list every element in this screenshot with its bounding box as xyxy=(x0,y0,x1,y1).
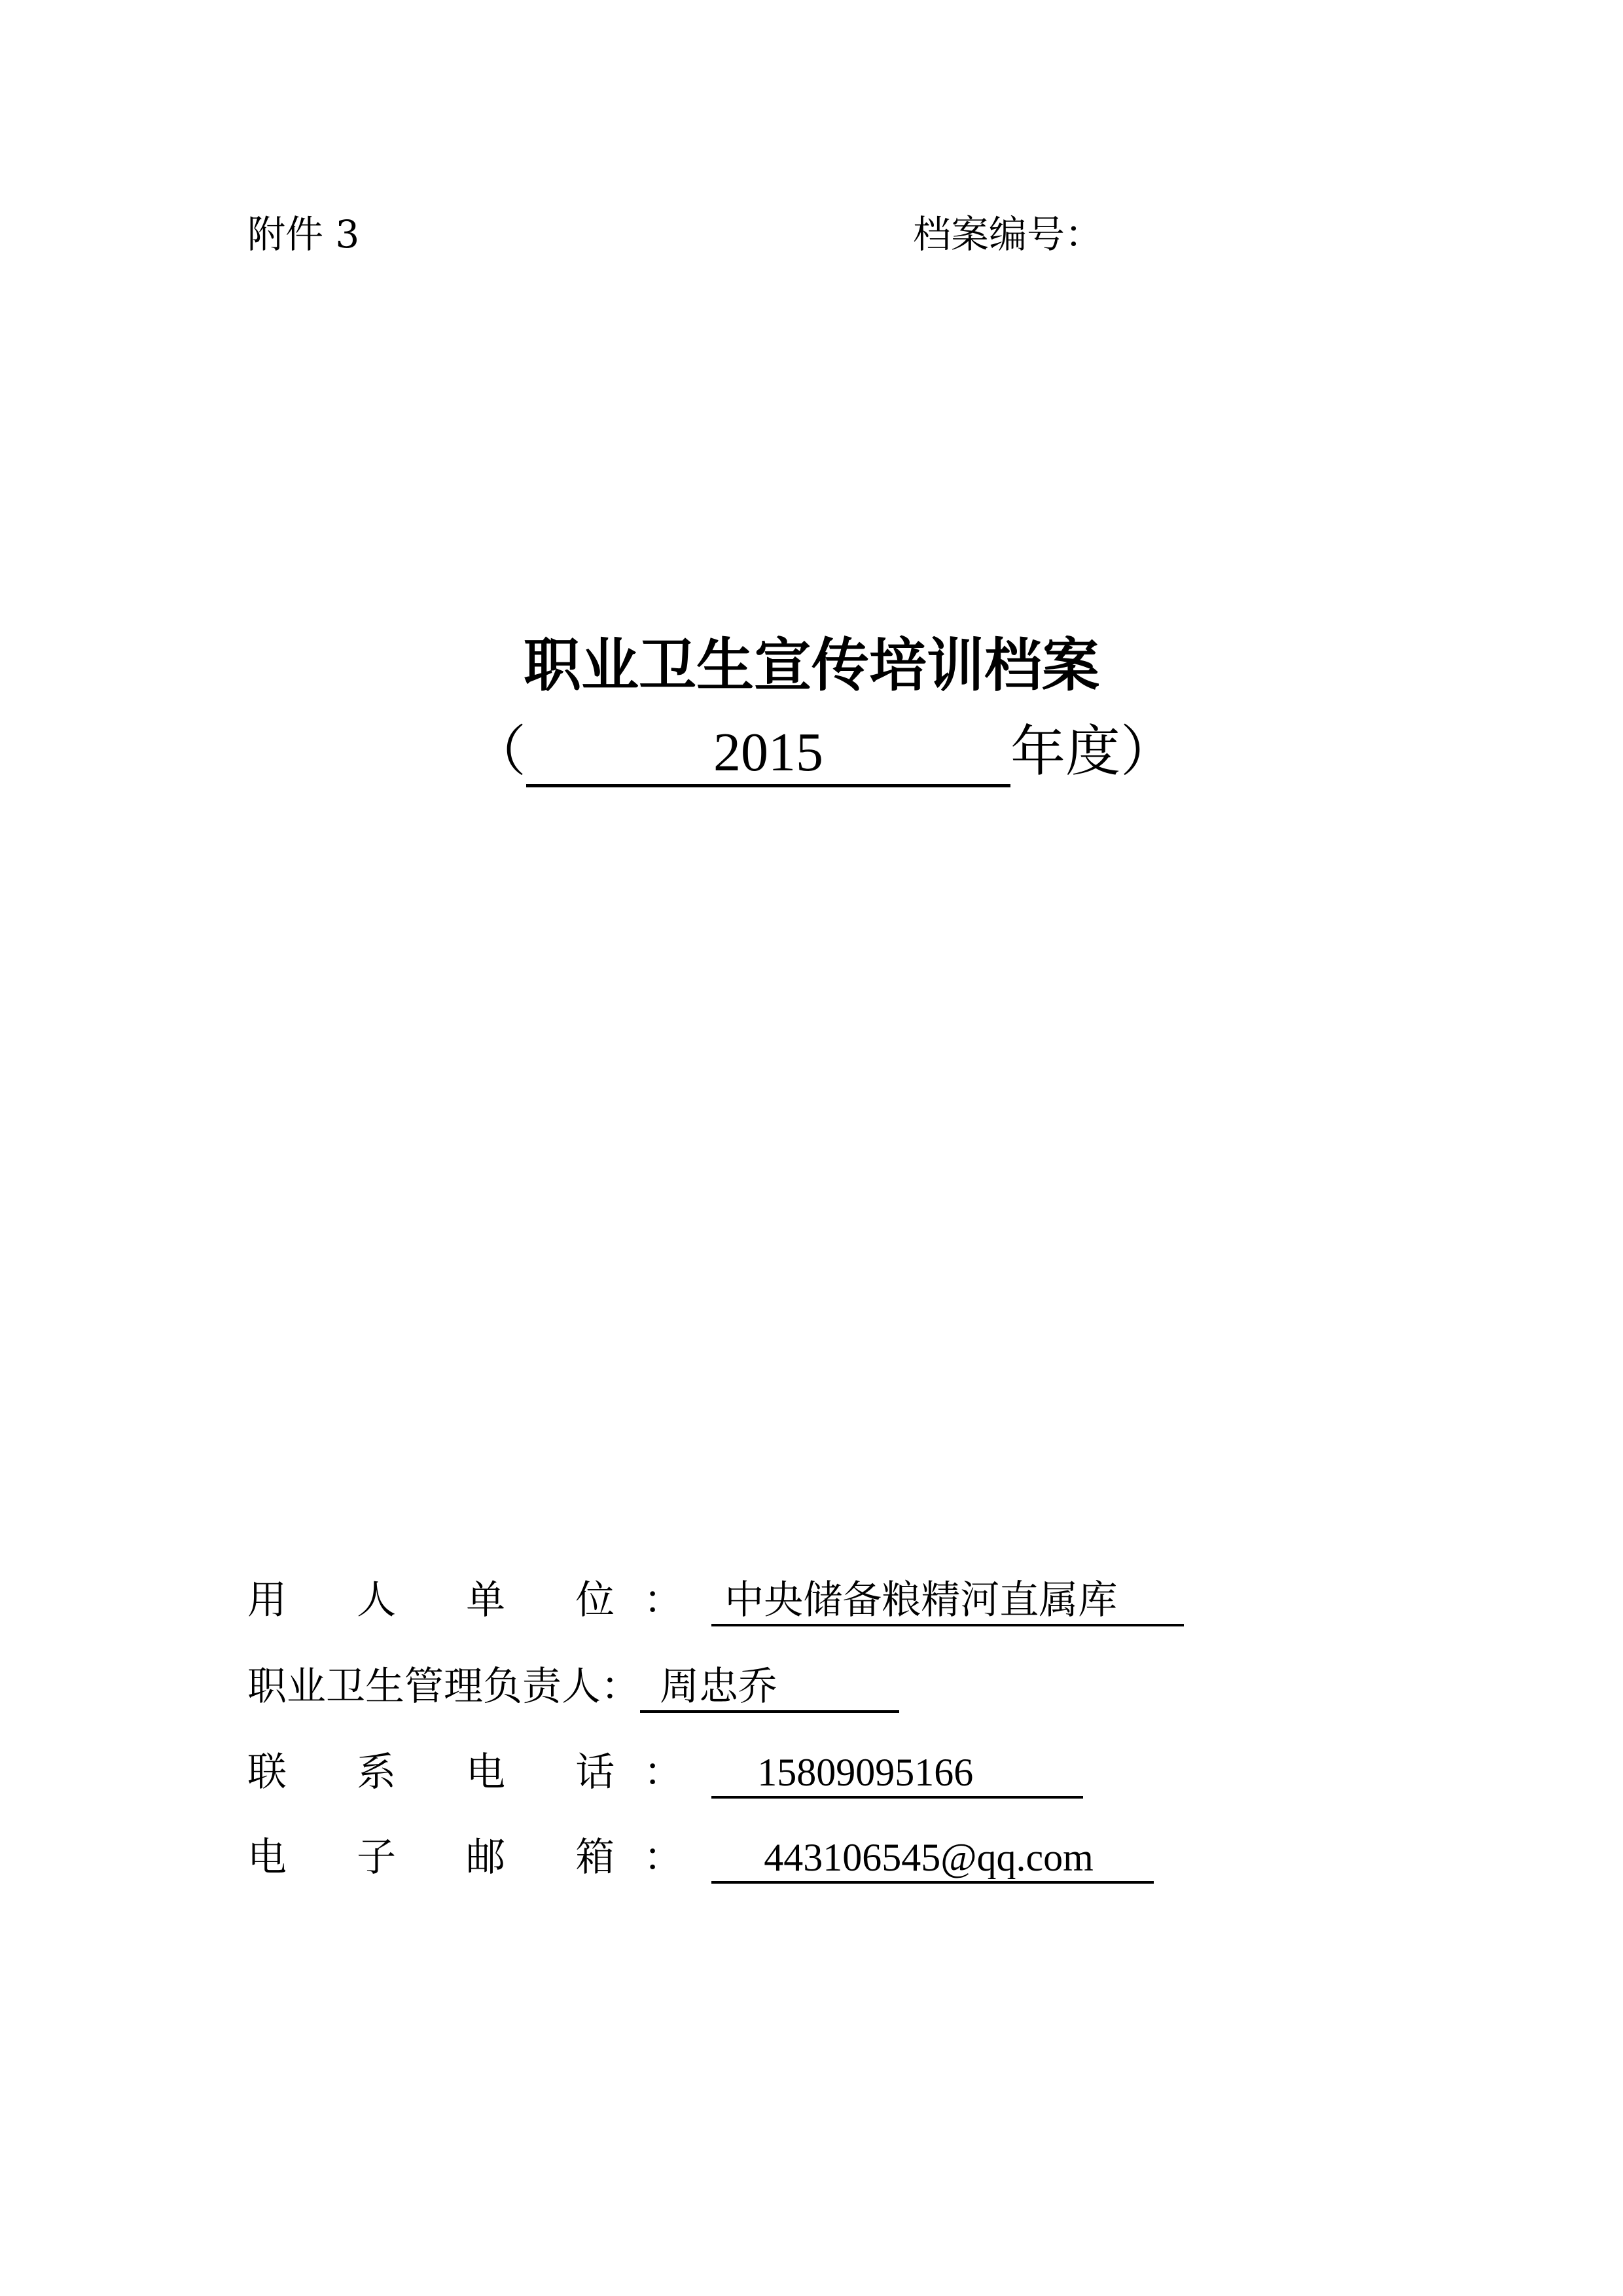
employer-row xyxy=(247,1574,1184,1626)
attachment-label: 附件 3 xyxy=(247,212,360,257)
employer-value: 中央储备粮精河直属库 xyxy=(711,1577,1184,1626)
manager-value: 周忠乔 xyxy=(640,1663,899,1713)
manager-row xyxy=(247,1660,899,1713)
email-row xyxy=(247,1831,1154,1884)
phone-label: 联 系 电 话： xyxy=(247,1749,712,1795)
archive-number-label: 档案编号： xyxy=(913,212,1103,257)
document-title: 职业卫生宣传培训档案 xyxy=(523,632,1099,699)
open-paren: （ xyxy=(471,719,527,783)
phone-value: 15809095166 xyxy=(711,1749,1083,1799)
employer-label: 用 人 单 位： xyxy=(247,1577,712,1623)
year-line xyxy=(471,715,1175,787)
email-value: 443106545@qq.com xyxy=(711,1834,1154,1884)
year-suffix: 年度） xyxy=(1010,719,1176,783)
manager-label: 职业卫生管理负责人： xyxy=(247,1664,640,1710)
email-label: 电 子 邮 箱： xyxy=(247,1835,712,1880)
year-field: 2015 xyxy=(526,721,1010,787)
phone-row xyxy=(247,1746,1083,1799)
